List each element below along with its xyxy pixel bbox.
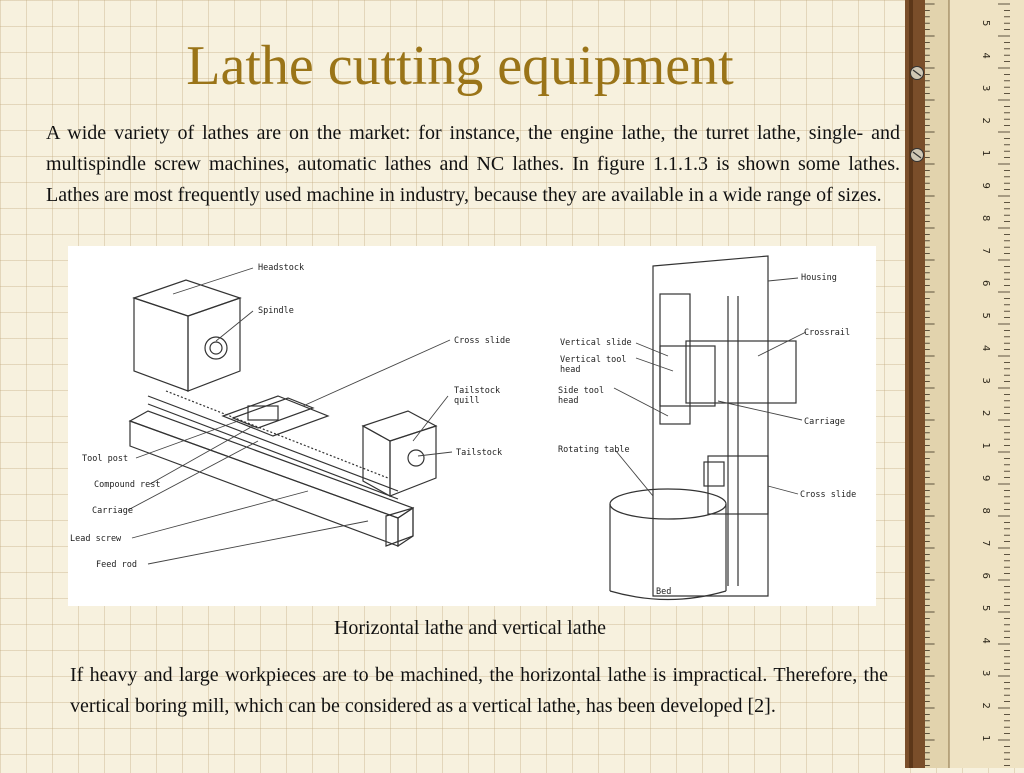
- ruler-number: 4: [980, 345, 991, 352]
- label-housing: Housing: [801, 273, 837, 283]
- label-tailstock: Tailstock: [456, 448, 503, 458]
- ruler-number: 8: [980, 507, 991, 514]
- label-rotating-table: Rotating table: [558, 445, 630, 455]
- second-paragraph: If heavy and large workpieces are to be machined, the horizontal lathe is impractical. Therefore, the vertical boring mill, which can be considered as a vertical lathe, has been developed [2].: [70, 664, 888, 717]
- ruler-number: 3: [980, 377, 991, 384]
- horizontal-lathe-drawing: [130, 280, 436, 546]
- label-feed-rod: Feed rod: [96, 560, 137, 570]
- ruler-number: 3: [980, 85, 991, 92]
- label-carriage-v: Carriage: [804, 417, 845, 427]
- ruler-number: 8: [980, 215, 991, 222]
- label-side-tool-head-1: Side tool: [558, 386, 605, 396]
- decorative-ruler: [905, 0, 1024, 768]
- label-tool-post: Tool post: [82, 454, 129, 464]
- label-crossrail: Crossrail: [804, 328, 851, 338]
- label-tailstock-quill-2: quill: [454, 396, 480, 406]
- ruler-number: 2: [980, 410, 991, 417]
- ruler-number: 5: [980, 312, 991, 319]
- lathe-diagram: [68, 246, 876, 606]
- slide-title: Lathe cutting equipment: [186, 35, 734, 97]
- figure-caption: Horizontal lathe and vertical lathe: [333, 617, 607, 639]
- ruler-number: 6: [980, 572, 991, 579]
- ruler-number: 2: [980, 117, 991, 124]
- ruler-number: 5: [980, 605, 991, 612]
- vertical-lathe-leader-lines: [614, 278, 806, 496]
- ruler-number: 6: [980, 280, 991, 287]
- ruler-number: 3: [980, 670, 991, 677]
- label-vertical-slide: Vertical slide: [560, 338, 632, 348]
- label-tailstock-quill-1: Tailstock: [454, 386, 501, 396]
- intro-paragraph: A wide variety of lathes are on the market: for instance, the engine lathe, the turret lathe, single- and multispindle screw machines, automatic lathes and NC lathes. In figure 1.1.1.3 is shown some lathes. Lathes are most frequently used machine in industry, because they are available in a wide range of sizes.: [46, 122, 900, 206]
- ruler-number: 2: [980, 702, 991, 709]
- label-lead-screw: Lead screw: [70, 534, 122, 544]
- label-carriage-h: Carriage: [92, 506, 133, 516]
- ruler-number: 1: [980, 442, 991, 449]
- lathe-figure: [68, 246, 876, 606]
- ruler-number: 9: [980, 182, 991, 189]
- ruler-number: 5: [980, 20, 991, 27]
- label-vertical-tool-head-2: head: [560, 365, 581, 375]
- ruler-number: 9: [980, 475, 991, 482]
- ruler-number: 7: [980, 540, 991, 547]
- ruler-number: 4: [980, 637, 991, 644]
- label-bed: Bed: [656, 587, 672, 597]
- label-headstock: Headstock: [258, 263, 305, 273]
- label-cross-slide-v: Cross slide: [800, 490, 857, 500]
- ruler-number: 1: [980, 735, 991, 742]
- label-cross-slide-h: Cross slide: [454, 336, 511, 346]
- vertical-lathe-drawing: [610, 256, 796, 600]
- label-spindle: Spindle: [258, 306, 294, 316]
- label-side-tool-head-2: head: [558, 396, 579, 406]
- ruler-graphic: [905, 0, 1024, 768]
- ruler-number: 1: [980, 150, 991, 157]
- label-vertical-tool-head-1: Vertical tool: [560, 355, 627, 365]
- ruler-number: 4: [980, 52, 991, 59]
- label-compound-rest: Compound rest: [94, 480, 161, 490]
- ruler-number: 7: [980, 247, 991, 254]
